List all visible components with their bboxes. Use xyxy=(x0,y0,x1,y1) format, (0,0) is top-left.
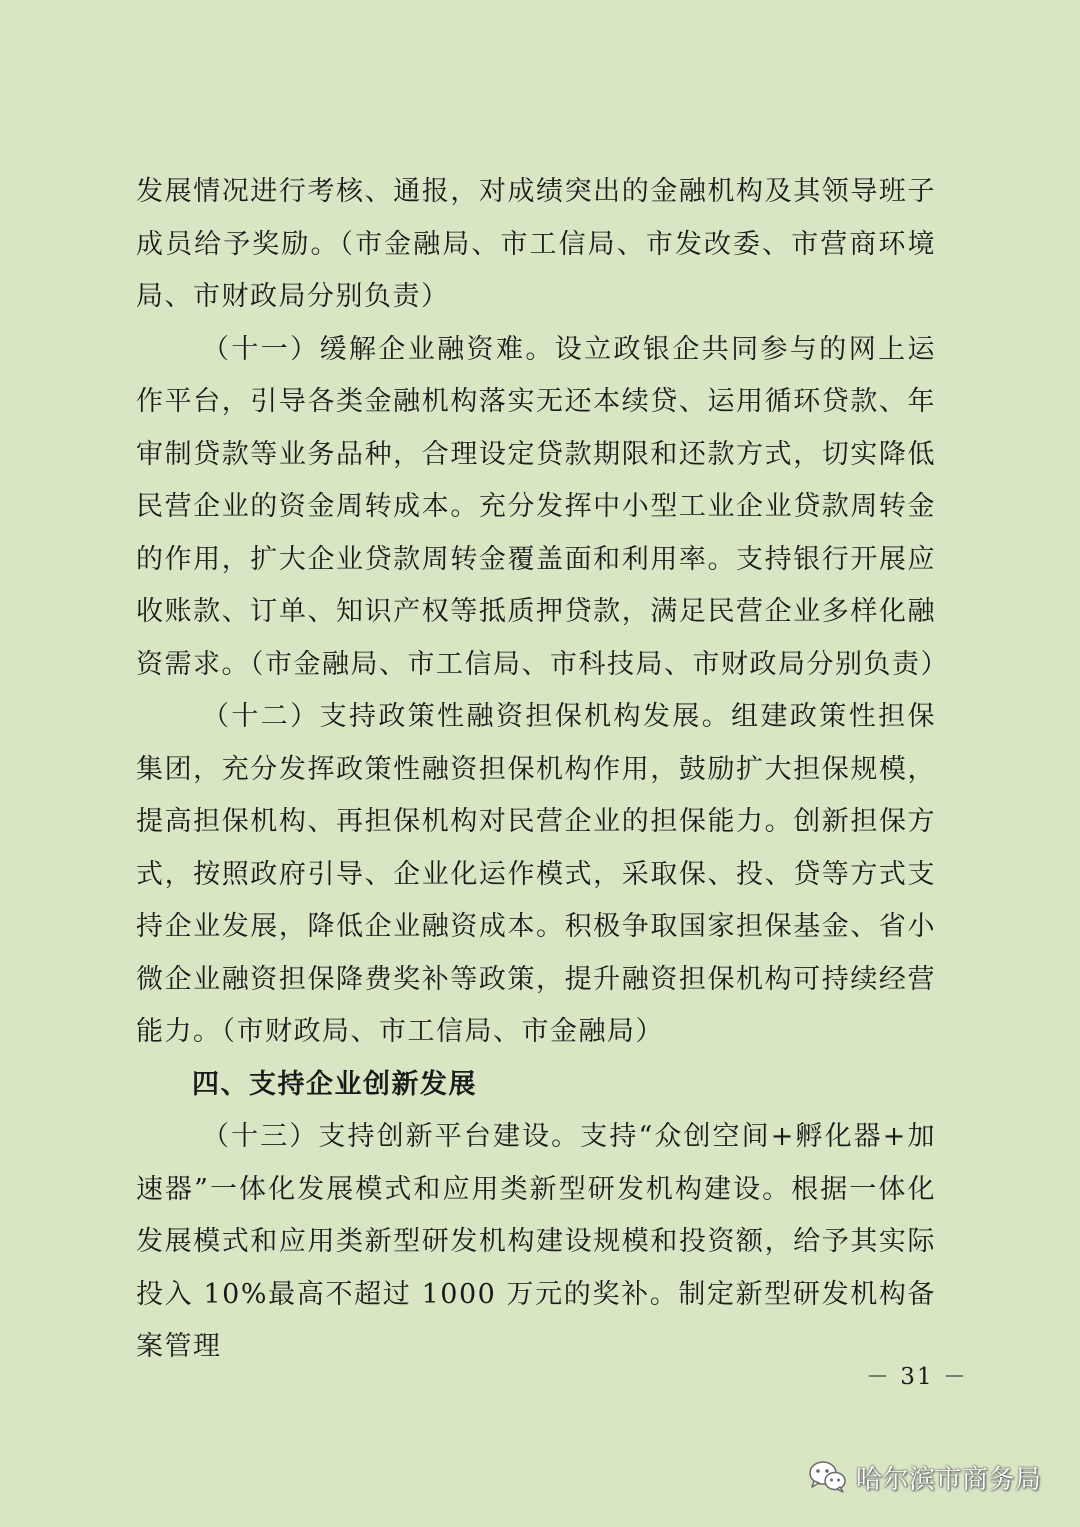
section-heading: 四、支持企业创新发展 xyxy=(192,1068,477,1100)
wechat-icon xyxy=(808,1459,848,1495)
watermark-account-name: 哈尔滨市商务局 xyxy=(856,1464,1042,1495)
document-body xyxy=(136,166,949,1374)
paragraph-continuation: 发展情况进行考核、通报，对成绩突出的金融机构及其领导班子成员给予奖励。（市金融局、市工信局、市发改委、市营商环境局、市财政局分别负责） xyxy=(136,176,936,312)
account-watermark xyxy=(808,1452,1042,1502)
paragraph-item-12: （十二）支持政策性融资担保机构发展。组建政策性担保集团，充分发挥政策性融资担保机构作用，鼓励扩大担保规模，提高担保机构、再担保机构对民营企业的担保能力。创新担保方式，按照政府引导、企业化运作模式，采取保、投、贷等方式支持企业发展，降低企业融资成本。积极争取国家担保基金、省小微企业融资担保降费奖补等政策，提升融资担保机构可持续经营能力。（市财政局、市工信局、市金融局） xyxy=(136,701,936,1047)
paragraph-item-11: （十一）缓解企业融资难。设立政银企共同参与的网上运作平台，引导各类金融机构落实无还本续贷、运用循环贷款、年审制贷款等业务品种，合理设定贷款期限和还款方式，切实降低民营企业的资金周转成本。充分发挥中小型工业企业贷款周转金的作用，扩大企业贷款周转金覆盖面和利用率。支持银行开展应收账款、订单、知识产权等抵质押贷款，满足民营企业多样化融资需求。（市金融局、市工信局、市科技局、市财政局分别负责） xyxy=(136,333,949,680)
page-number: － 31 － xyxy=(866,1364,968,1390)
paragraph-item-13: （十三）支持创新平台建设。支持“众创空间+孵化器+加速器”一体化发展模式和应用类新型研发机构建设。根据一体化发展模式和应用类新型研发机构建设规模和投资额，给予其实际投入 10%最高不超过 1000 万元的奖补。制定新型研发机构备案管理 xyxy=(136,1121,936,1362)
